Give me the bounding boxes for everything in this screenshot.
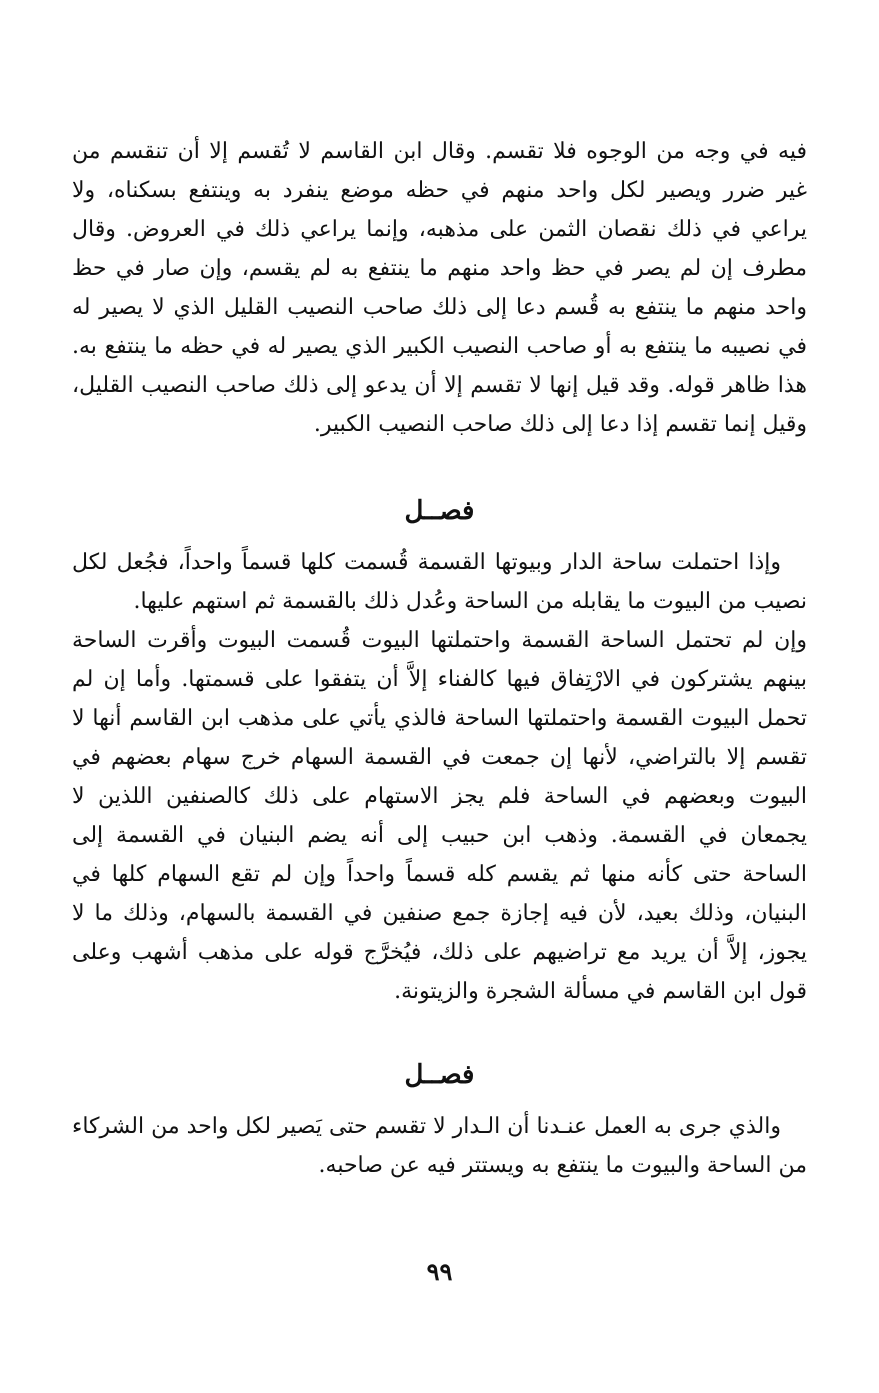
page-number: ٩٩ [426, 1257, 453, 1286]
paragraph-1: فيه في وجه من الوجوه فلا تقسم. وقال ابن القاسم لا تُقسم إلا أن تنقسم من غير ضرر ويصير لكل واحد منهم في حظه موضع ينفرد به وينتفع بسكناه، ولا يراعي في ذلك نقصان الثمن على مذهبه، وإنما يراعي ذلك في العروض. وقال مطرف إن لم يصر في حظ واحد منهم ما ينتفع به لم يقسم، وإن صار في حظ واحد منهم ما ينتفع به قُسم دعا إلى ذلك صاحب النصيب القليل الذي لا يصير له في نصيبه ما ينتفع به أو صاحب النصيب الكبير الذي يصير له في حظه ما ينتفع به. هذا ظاهر قوله. وقد قيل إنها لا تقسم إلا أن يدعو إلى ذلك صاحب النصيب القليل، وقيل إنما تقسم إذا دعا إلى ذلك صاحب النصيب الكبير. [72, 139, 807, 437]
section-heading-1: فصــل [404, 496, 475, 526]
section-heading-2: فصــل [404, 1060, 475, 1090]
page-body [72, 120, 807, 1185]
paragraph-3: وإن لم تحتمل الساحة القسمة واحتملتها البيوت قُسمت البيوت وأقرت الساحة بينهم يشتركون في الارْتِفاق فيها كالفناء إلاَّ أن يتفقوا على قسمتها. وأما إن لم تحمل البيوت القسمة واحتملتها الساحة فالذي يأتي على مذهب ابن القاسم أنها لا تقسم إلا بالتراضي، لأنها إن جمعت في القسمة السهام خرج سهام بعضهم في البيوت وبعضهم في الساحة فلم يجز الاستهام على ذلك كالصنفين اللذين لا يجمعان في القسمة. وذهب ابن حبيب إلى أنه يضم البنيان في القسمة إلى الساحة حتى كأنه منها ثم يقسم كله قسماً واحداً وإن لم تقع السهام كلها في البنيان، وذلك بعيد، لأن فيه إجازة جمع صنفين في القسمة بالسهام، وذلك ما لا يجوز، إلاَّ أن يريد مع تراضيهم على ذلك، فيُخرَّج قوله على مذهب أشهب وعلى قول ابن القاسم في مسألة الشجرة والزيتونة. [72, 628, 808, 1004]
paragraph-4: والذي جرى به العمل عنـدنا أن الـدار لا تقسم حتى يَصير لكل واحد من الشركاء من الساحة والبيوت ما ينتفع به ويستتر فيه عن صاحبه. [72, 1114, 807, 1178]
paragraph-2: وإذا احتملت ساحة الدار وبيوتها القسمة قُسمت كلها قسماً واحداً، فجُعل لكل نصيب من البيوت ما يقابله من الساحة وعُدل ذلك بالقسمة ثم استهم عليها. [72, 550, 807, 614]
